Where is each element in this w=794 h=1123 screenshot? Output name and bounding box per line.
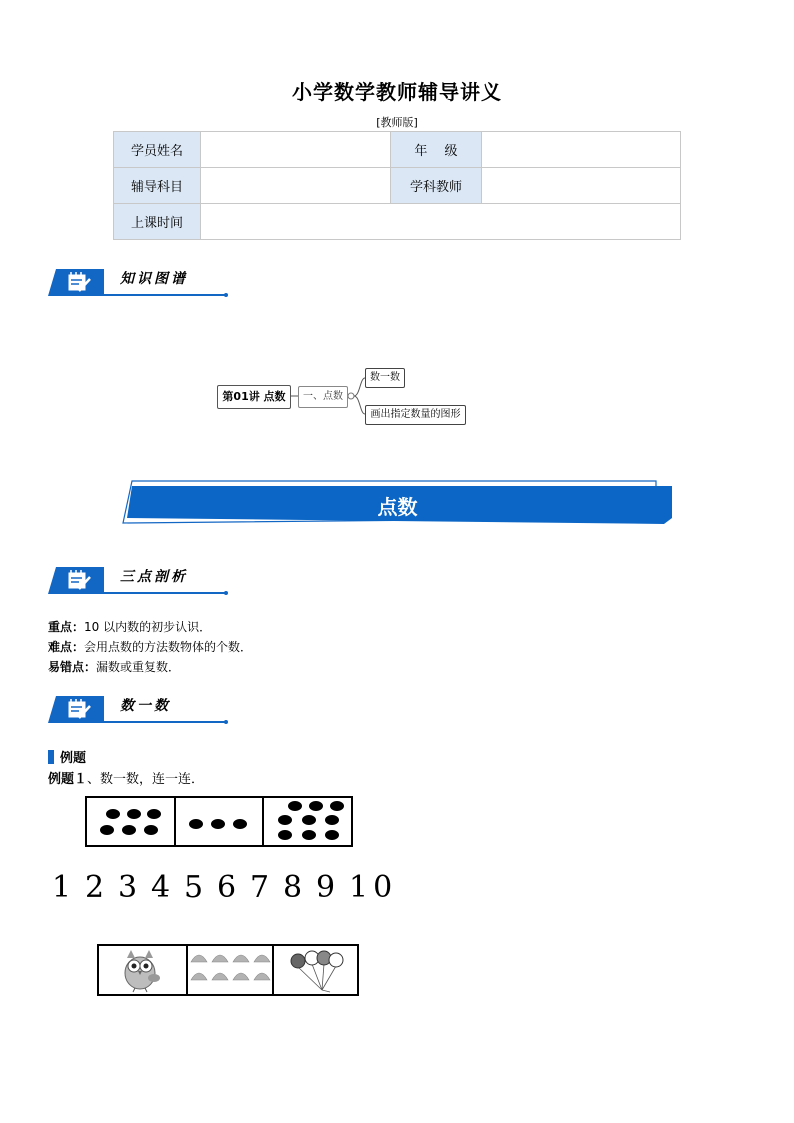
notepad-icon — [48, 696, 104, 723]
mindmap-branch-node: 一、点数 — [298, 386, 348, 408]
turtle-group — [188, 946, 274, 994]
example-1-question — [48, 768, 204, 787]
number-10[interactable]: 10 — [349, 870, 398, 905]
class-time-field[interactable] — [201, 204, 681, 240]
number-row — [52, 870, 397, 905]
mindmap-leaf-node: 数一数 — [365, 368, 405, 388]
example-tag-label: 例题 — [60, 751, 87, 766]
section-title: 三点剖析 — [120, 569, 188, 585]
teacher-label: 学科教师 — [391, 168, 482, 204]
number-2[interactable]: 2 — [85, 870, 110, 905]
class-time-label: 上课时间 — [114, 204, 201, 240]
number-4[interactable]: 4 — [151, 870, 176, 905]
example-tag — [48, 747, 86, 766]
student-name-label: 学员姓名 — [114, 132, 201, 168]
dot-groups-row — [85, 796, 353, 847]
picture-cell-balloons[interactable] — [272, 946, 357, 994]
section-title: 数一数 — [120, 698, 171, 714]
section-header-count — [48, 692, 232, 728]
number-1[interactable]: 1 — [52, 870, 77, 905]
dot-group-cell[interactable] — [262, 798, 351, 845]
notepad-icon — [48, 269, 104, 296]
error-point-label: 易错点： — [48, 660, 97, 674]
key-point-label: 重点： — [48, 620, 85, 634]
key-point-text: 10 以内数的初步认识． — [84, 620, 212, 634]
number-8[interactable]: 8 — [283, 870, 308, 905]
difficult-point-label: 难点： — [48, 640, 85, 654]
difficult-point-line — [48, 638, 252, 655]
balloons-icon — [274, 946, 359, 994]
error-point-text: 漏数或重复数． — [96, 660, 181, 674]
picture-cell-turtles[interactable] — [186, 946, 272, 994]
student-name-field[interactable] — [201, 132, 391, 168]
error-point-line — [48, 658, 180, 675]
dot-group — [176, 798, 262, 845]
grade-label: 年 级 — [391, 132, 482, 168]
grade-field[interactable] — [482, 132, 681, 168]
owl-icon — [99, 946, 186, 994]
subject-field[interactable] — [201, 168, 391, 204]
dot-group — [264, 798, 351, 845]
number-3[interactable]: 3 — [118, 870, 143, 905]
example-1-text: 、数一数，连一连． — [87, 772, 205, 787]
dot-group — [87, 798, 174, 845]
dot-group-cell[interactable] — [87, 798, 174, 845]
section-title: 知识图谱 — [120, 271, 188, 287]
number-7[interactable]: 7 — [250, 870, 275, 905]
number-5[interactable]: 5 — [184, 870, 209, 905]
mindmap-root-node: 第01讲 点数 — [217, 385, 291, 409]
picture-cell-owl[interactable] — [99, 946, 186, 994]
section-header-three-points — [48, 563, 232, 599]
difficult-point-text: 会用点数的方法数物体的个数． — [84, 640, 253, 654]
number-9[interactable]: 9 — [316, 870, 341, 905]
key-point-line — [48, 618, 211, 635]
example-1-label: 例题１ — [48, 772, 88, 787]
banner-title: 点数 — [377, 495, 418, 519]
edition-label: [教师版] — [376, 116, 418, 129]
notepad-icon — [48, 567, 104, 594]
page-title: 小学数学教师辅导讲义 — [292, 80, 502, 104]
teacher-field[interactable] — [482, 168, 681, 204]
section-header-knowledge-map — [48, 265, 232, 301]
dot-group-cell[interactable] — [174, 798, 262, 845]
student-info-table — [113, 131, 681, 240]
picture-row — [97, 944, 359, 996]
number-6[interactable]: 6 — [217, 870, 242, 905]
mindmap-leaf-node: 画出指定数量的图形 — [365, 405, 466, 425]
subject-label: 辅导科目 — [114, 168, 201, 204]
